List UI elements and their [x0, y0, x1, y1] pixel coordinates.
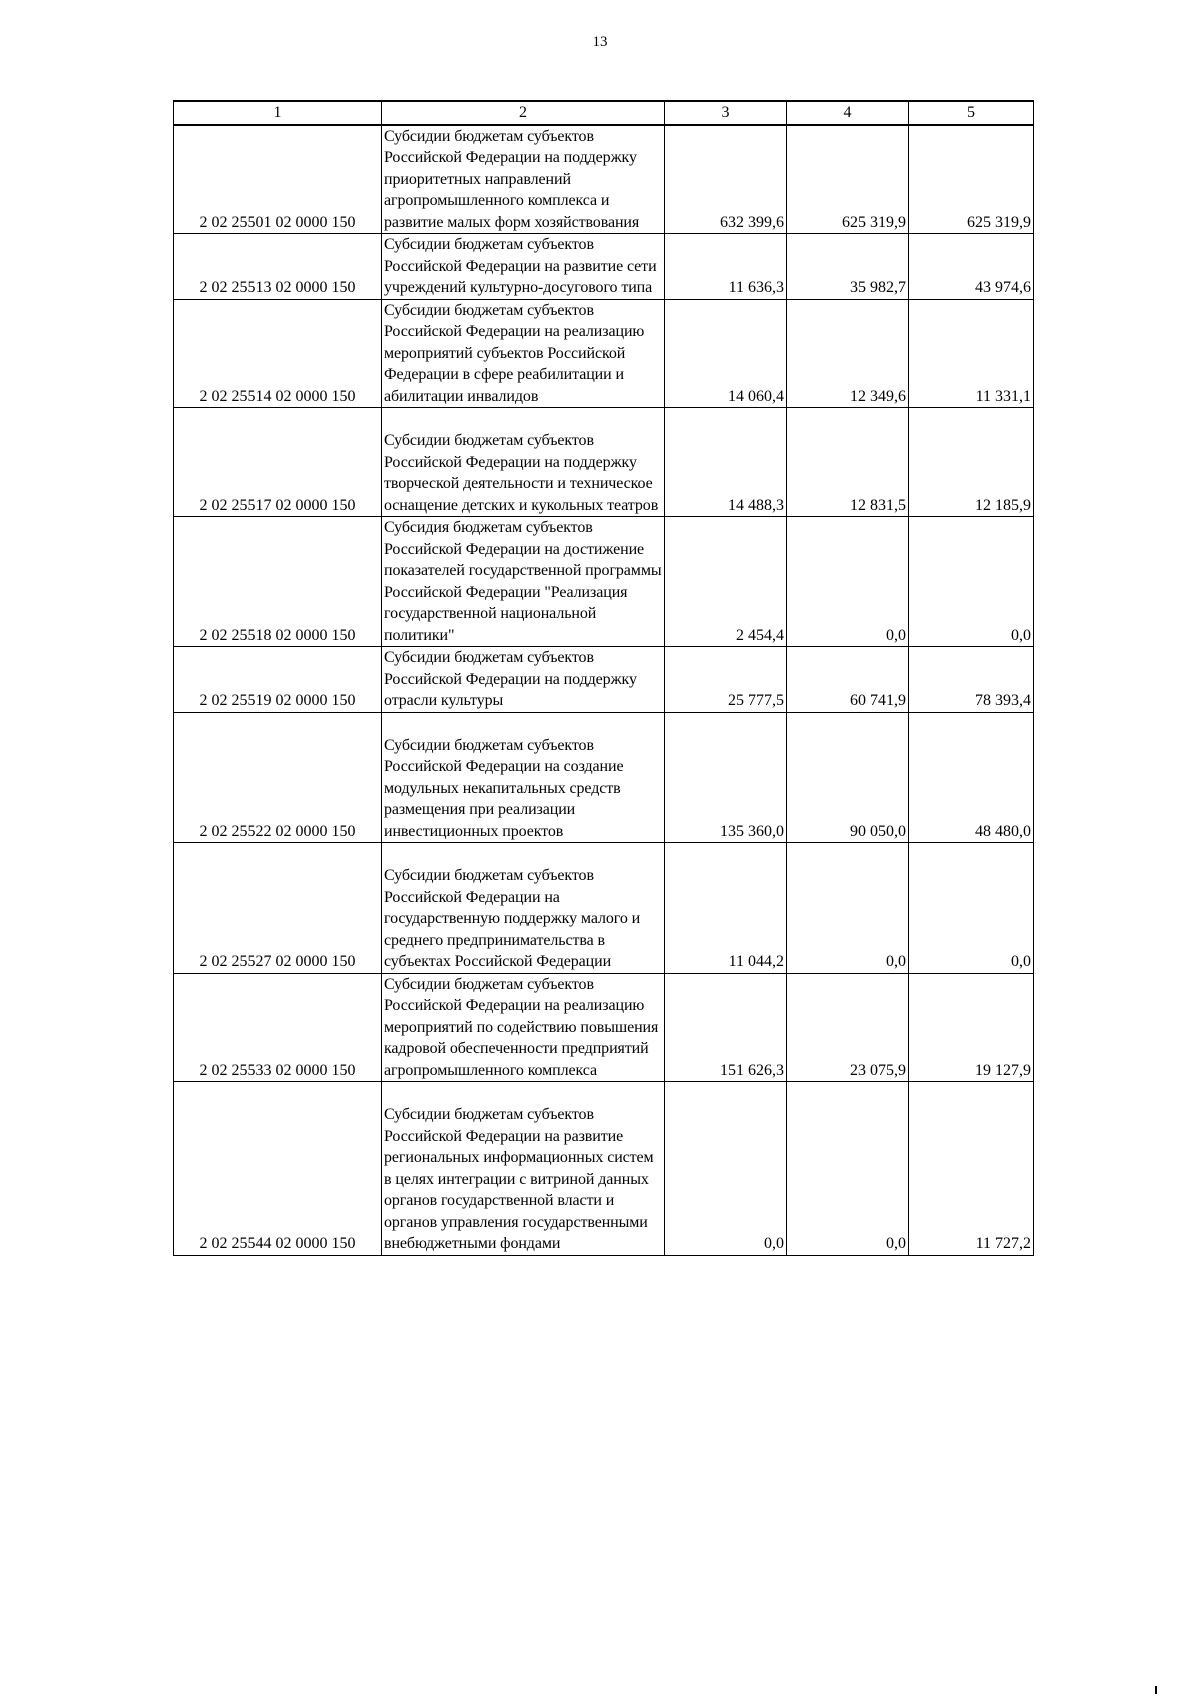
value-col-3: 11 044,2 [665, 843, 787, 974]
header-col-3: 3 [665, 101, 787, 125]
value-col-5: 19 127,9 [909, 973, 1034, 1082]
header-col-2: 2 [382, 101, 665, 125]
value-col-4: 0,0 [787, 1082, 909, 1256]
value-col-4: 12 831,5 [787, 408, 909, 517]
budget-code: 2 02 25514 02 0000 150 [174, 299, 382, 408]
scan-edge-mark [1155, 1686, 1157, 1694]
value-col-5: 625 319,9 [909, 125, 1034, 234]
budget-code: 2 02 25513 02 0000 150 [174, 234, 382, 300]
value-col-3: 0,0 [665, 1082, 787, 1256]
budget-code: 2 02 25517 02 0000 150 [174, 408, 382, 517]
budget-code: 2 02 25519 02 0000 150 [174, 647, 382, 713]
budget-code: 2 02 25501 02 0000 150 [174, 125, 382, 234]
budget-revenue-table [173, 100, 1034, 1256]
header-col-4: 4 [787, 101, 909, 125]
row-description: Субсидии бюджетам субъектов Российской Федерации на развитие региональных информационных систем в целях интеграции с витриной данных органов государственной власти и органов управления государственными внебюджетными фондами [382, 1082, 665, 1256]
value-col-3: 632 399,6 [665, 125, 787, 234]
table-row [174, 712, 1034, 843]
value-col-5: 43 974,6 [909, 234, 1034, 300]
value-col-4: 625 319,9 [787, 125, 909, 234]
table-row [174, 517, 1034, 647]
row-description: Субсидии бюджетам субъектов Российской Федерации на реализацию мероприятий по содействию повышения кадровой обеспеченности предприятий агропромышленного комплекса [382, 973, 665, 1082]
value-col-5: 11 331,1 [909, 299, 1034, 408]
table-row [174, 647, 1034, 713]
value-col-3: 14 060,4 [665, 299, 787, 408]
value-col-5: 78 393,4 [909, 647, 1034, 713]
table-row [174, 973, 1034, 1082]
table-row [174, 234, 1034, 300]
row-description: Субсидия бюджетам субъектов Российской Федерации на достижение показателей государственной программы Российской Федерации "Реализация государственной национальной политики" [382, 517, 665, 647]
value-col-5: 0,0 [909, 517, 1034, 647]
budget-code: 2 02 25522 02 0000 150 [174, 712, 382, 843]
budget-code: 2 02 25527 02 0000 150 [174, 843, 382, 974]
row-description: Субсидии бюджетам субъектов Российской Федерации на создание модульных некапитальных средств размещения при реализации инвестиционных проектов [382, 712, 665, 843]
value-col-5: 11 727,2 [909, 1082, 1034, 1256]
value-col-4: 90 050,0 [787, 712, 909, 843]
table-row [174, 1082, 1034, 1256]
row-description: Субсидии бюджетам субъектов Российской Федерации на государственную поддержку малого и среднего предпринимательства в субъектах Российской Федерации [382, 843, 665, 974]
row-description: Субсидии бюджетам субъектов Российской Федерации на поддержку приоритетных направлений агропромышленного комплекса и развитие малых форм хозяйствования [382, 125, 665, 234]
value-col-3: 151 626,3 [665, 973, 787, 1082]
value-col-3: 14 488,3 [665, 408, 787, 517]
value-col-4: 35 982,7 [787, 234, 909, 300]
page-number: 13 [592, 34, 608, 50]
value-col-3: 25 777,5 [665, 647, 787, 713]
row-description: Субсидии бюджетам субъектов Российской Федерации на поддержку творческой деятельности и техническое оснащение детских и кукольных театров [382, 408, 665, 517]
value-col-4: 12 349,6 [787, 299, 909, 408]
value-col-4: 0,0 [787, 517, 909, 647]
budget-code: 2 02 25544 02 0000 150 [174, 1082, 382, 1256]
row-description: Субсидии бюджетам субъектов Российской Федерации на развитие сети учреждений культурно-досугового типа [382, 234, 665, 300]
table-row [174, 125, 1034, 234]
budget-code: 2 02 25518 02 0000 150 [174, 517, 382, 647]
table-row [174, 408, 1034, 517]
row-description: Субсидии бюджетам субъектов Российской Федерации на поддержку отрасли культуры [382, 647, 665, 713]
header-col-1: 1 [174, 101, 382, 125]
value-col-5: 12 185,9 [909, 408, 1034, 517]
row-description: Субсидии бюджетам субъектов Российской Федерации на реализацию мероприятий субъектов Российской Федерации в сфере реабилитации и абилитации инвалидов [382, 299, 665, 408]
budget-code: 2 02 25533 02 0000 150 [174, 973, 382, 1082]
value-col-5: 0,0 [909, 843, 1034, 974]
table-row [174, 299, 1034, 408]
table-row [174, 843, 1034, 974]
value-col-4: 60 741,9 [787, 647, 909, 713]
header-col-5: 5 [909, 101, 1034, 125]
value-col-3: 11 636,3 [665, 234, 787, 300]
table-header-row [174, 101, 1034, 125]
value-col-3: 135 360,0 [665, 712, 787, 843]
value-col-4: 23 075,9 [787, 973, 909, 1082]
value-col-4: 0,0 [787, 843, 909, 974]
value-col-5: 48 480,0 [909, 712, 1034, 843]
value-col-3: 2 454,4 [665, 517, 787, 647]
